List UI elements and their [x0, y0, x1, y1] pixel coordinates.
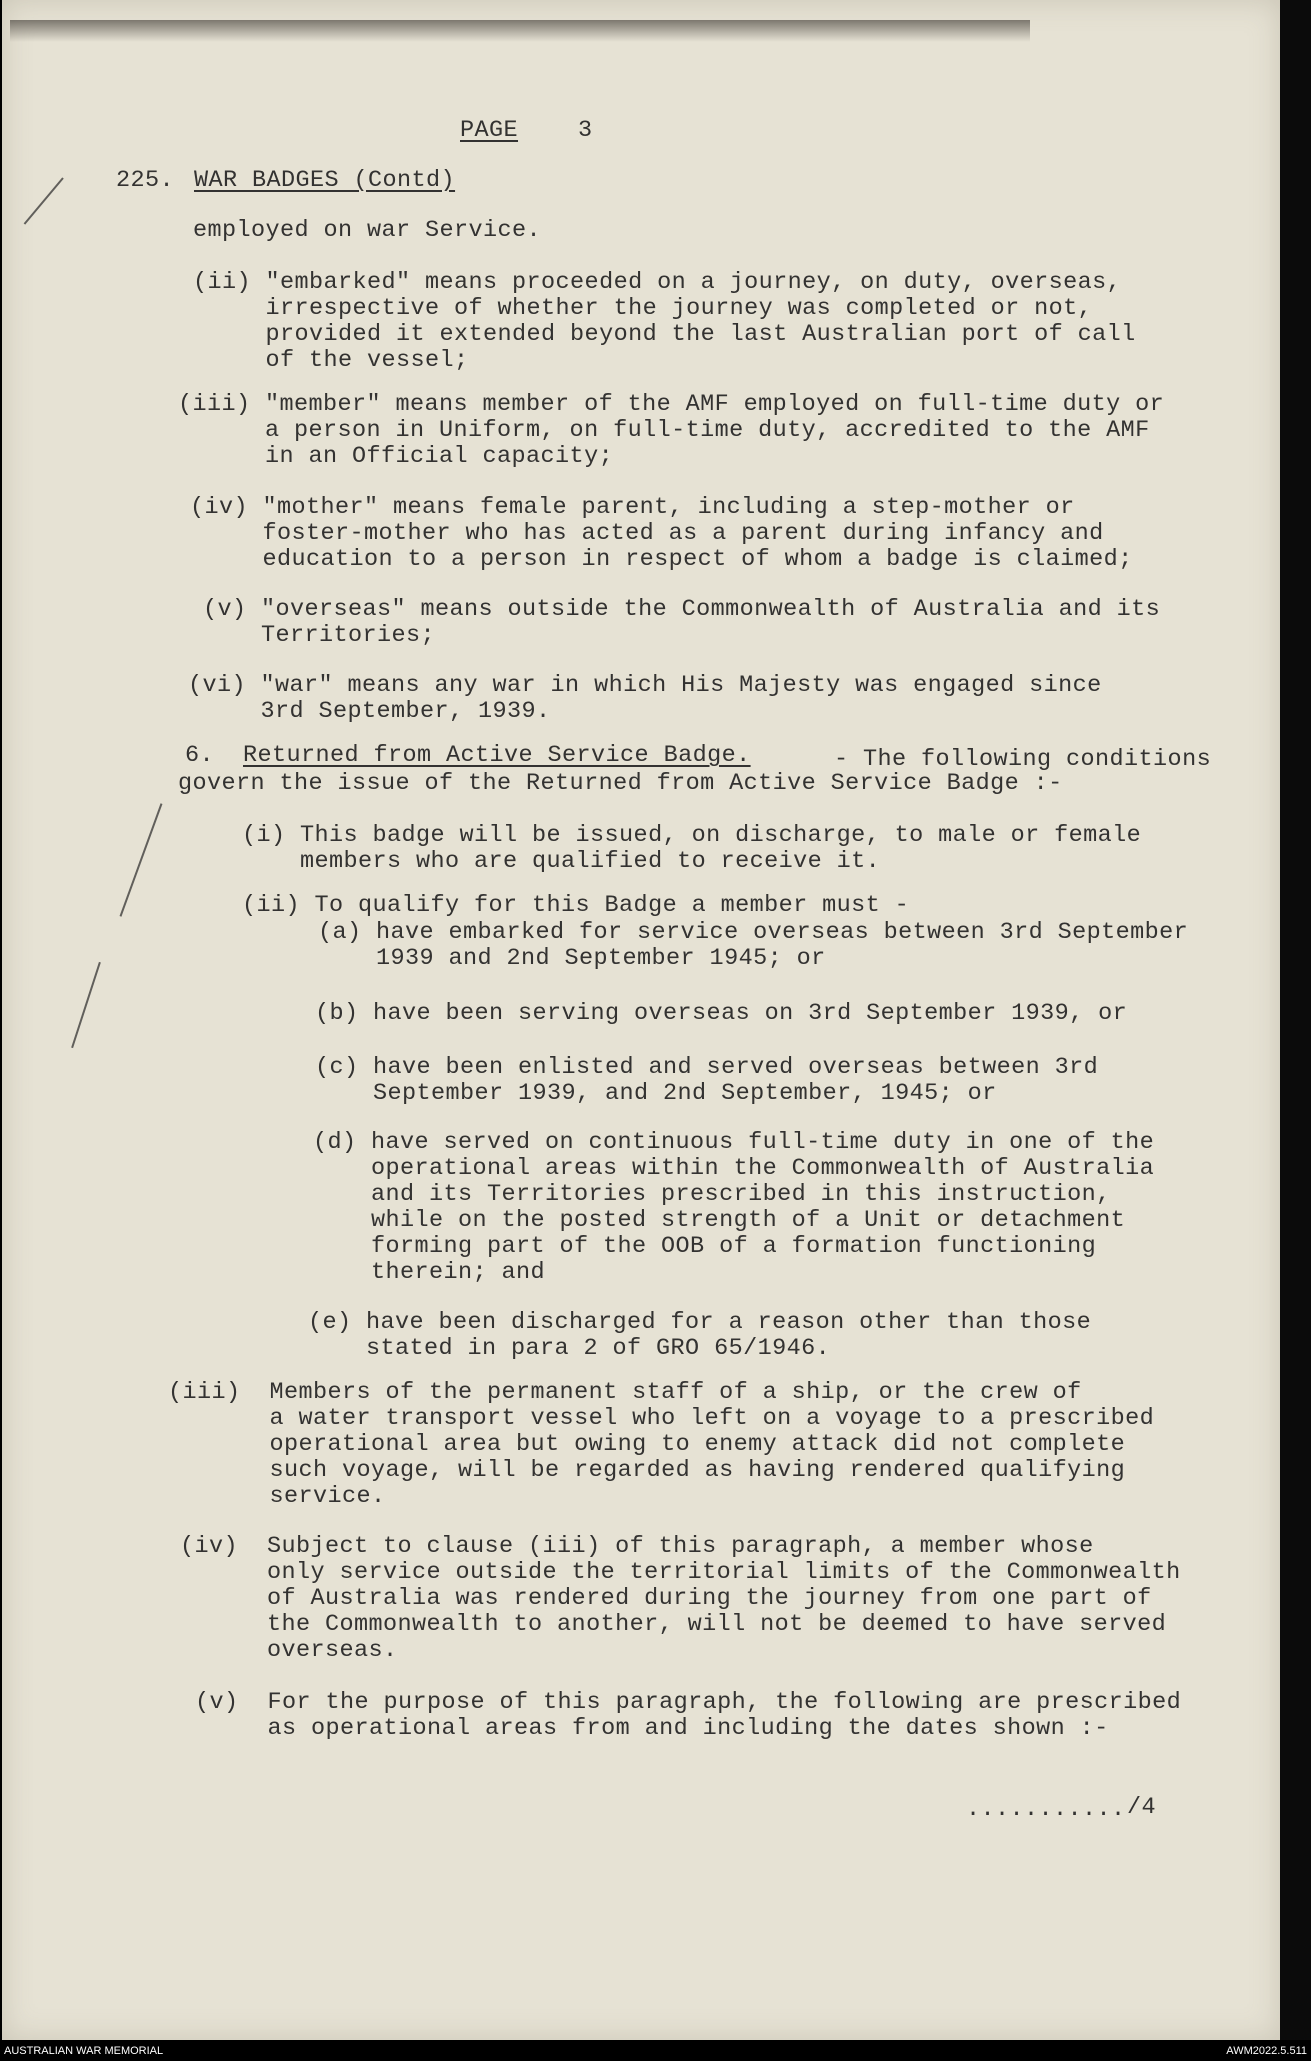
text-line: education to a person in respect of whom a badge is claimed;	[190, 546, 1133, 573]
text-line: (d) have served on continuous full-time duty in one of the	[313, 1129, 1155, 1156]
text-line: irrespective of whether the journey was completed or not,	[193, 295, 1093, 322]
para6-title: Returned from Active Service Badge.	[243, 742, 751, 769]
text-line: foster-mother who has acted as a parent during infancy and	[190, 520, 1104, 547]
text-line: (e) have been discharged for a reason other than those	[308, 1309, 1092, 1336]
text-line: (v) "overseas" means outside the Commonwealth of Australia and its	[203, 596, 1161, 623]
text-line: (iii) Members of the permanent staff of a ship, or the crew of	[168, 1379, 1082, 1406]
text-line: (ii) To qualify for this Badge a member must -	[242, 892, 910, 919]
text-line: overseas.	[180, 1637, 398, 1664]
text-line: (a) have embarked for service overseas between 3rd September	[318, 919, 1189, 946]
text-line: members who are qualified to receive it.	[242, 848, 881, 875]
text-line: Territories;	[203, 622, 436, 649]
footer-right: AWM2022.5.511	[1226, 2045, 1307, 2057]
text-line: (vi) "war" means any war in which His Majesty was engaged since	[188, 672, 1102, 699]
text-line: provided it extended beyond the last Australian port of call	[193, 321, 1136, 348]
text-line: the Commonwealth to another, will not be deemed to have served	[180, 1611, 1167, 1638]
text-line: (iii) "member" means member of the AMF employed on full-time duty or	[178, 391, 1165, 418]
text-line: only service outside the territorial limits of the Commonwealth	[180, 1559, 1181, 1586]
text-line: operational area but owing to enemy attack did not complete	[168, 1431, 1126, 1458]
text-line: operational areas within the Commonwealth of Australia	[313, 1155, 1155, 1182]
page-number: 3	[578, 117, 593, 144]
text-line: September 1939, and 2nd September, 1945; or	[315, 1080, 997, 1107]
text-line: employed on war Service.	[193, 217, 542, 244]
section-title: WAR BADGES (Contd)	[194, 167, 456, 194]
text-line: while on the posted strength of a Unit or detachment	[313, 1207, 1126, 1234]
text-line: therein; and	[313, 1259, 546, 1286]
text-line: (ii) "embarked" means proceeded on a journey, on duty, overseas,	[193, 269, 1122, 296]
footer-left: AUSTRALIAN WAR MEMORIAL	[4, 2045, 164, 2057]
text-line: (iv) "mother" means female parent, including a step-mother or	[190, 494, 1075, 521]
text-line: and its Territories prescribed in this instruction,	[313, 1181, 1111, 1208]
text-line: in an Official capacity;	[178, 443, 614, 470]
text-line: (v) For the purpose of this paragraph, the following are prescribed	[195, 1689, 1182, 1716]
text-line: (b) have been serving overseas on 3rd September 1939, or	[315, 1000, 1128, 1027]
text-line: (i) This badge will be issued, on discharge, to male or female	[242, 822, 1142, 849]
text-line: of the vessel;	[193, 347, 469, 374]
text-line: (c) have been enlisted and served overseas between 3rd	[315, 1054, 1099, 1081]
text-line: 6.	[185, 742, 215, 769]
text-line: a person in Uniform, on full-time duty, accredited to the AMF	[178, 417, 1150, 444]
text-line: 1939 and 2nd September 1945; or	[318, 945, 826, 972]
text-line: such voyage, will be regarded as having rendered qualifying	[168, 1457, 1126, 1484]
text-line: 3rd September, 1939.	[188, 698, 551, 725]
section-number: 225.	[116, 167, 175, 194]
text-line: - The following conditions	[776, 746, 1212, 773]
text-line: of Australia was rendered during the journey from one part of	[180, 1585, 1152, 1612]
text-line: govern the issue of the Returned from Active Service Badge :-	[178, 770, 1063, 797]
text-line: ...........	[966, 1796, 1126, 1823]
text-line: as operational areas from and including the dates shown :-	[195, 1715, 1109, 1742]
text-line: service.	[168, 1483, 386, 1510]
text-line: forming part of the OOB of a formation functioning	[313, 1233, 1097, 1260]
scan-shadow	[10, 20, 1030, 42]
text-line: /4	[1127, 1794, 1157, 1821]
page-label: PAGE	[460, 117, 519, 144]
scan-edge	[1280, 0, 1311, 2040]
text-line: stated in para 2 of GRO 65/1946.	[308, 1335, 831, 1362]
text-line: (iv) Subject to clause (iii) of this paragraph, a member whose	[180, 1533, 1094, 1560]
text-line: a water transport vessel who left on a voyage to a prescribed	[168, 1405, 1155, 1432]
